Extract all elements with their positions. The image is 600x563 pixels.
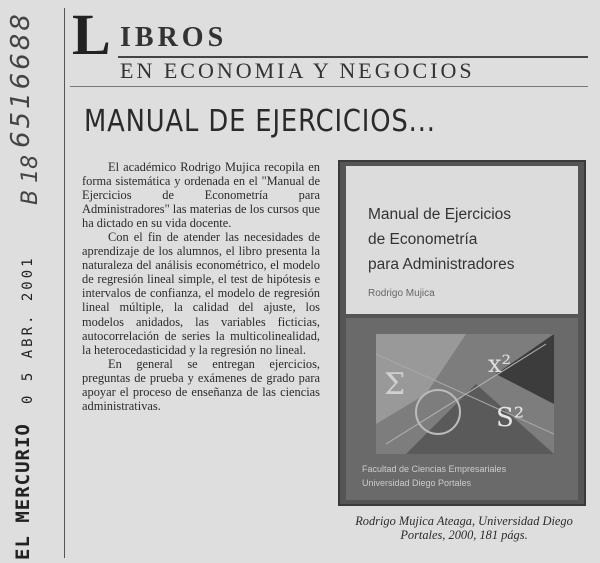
margin-strip <box>0 0 60 563</box>
book-cover-title-line: de Econometría <box>368 231 478 248</box>
book-cover-image <box>338 160 586 506</box>
article-body <box>82 160 320 413</box>
book-cover-author: Rodrigo Mujica <box>368 288 435 299</box>
book-cover-title-line: para Administradores <box>368 256 515 273</box>
book-cover-title-panel <box>346 166 578 314</box>
section-title: IBROS <box>120 22 228 53</box>
handwritten-number: 6516688 <box>6 11 36 148</box>
header-rule-bottom <box>70 86 588 87</box>
book-cover-publisher: Facultad de Ciencias Empresariales <box>362 464 507 474</box>
book-cover-publisher: Universidad Diego Portales <box>362 478 472 488</box>
clipping-date: 0 5 ABR. 2001 <box>20 255 36 404</box>
book-cover-title <box>368 202 578 277</box>
section-initial: L <box>72 2 111 67</box>
article-paragraph: Con el fin de atender las necesidades de aprendizaje de los alumnos, el libro presenta la naturaleza del análisis econométrico, el modelo de regresión lineal simple, el test de hipótesis e intervalos de confianza, el modelo de regresión lineal múltiple, la calidad del ajuste, los modelos anidados, las variables ficticias, autocorrelación de series la multicolinealidad, la heterocedasticidad y la regresión no lineal. <box>82 230 320 357</box>
article-paragraph: El académico Rodrigo Mujica recopila en forma sistemática y ordenada en el "Manual de Ejercicios de Econometría para Administradores" las materias de los cursos que ha dictado en su vida docente. <box>82 160 320 231</box>
margin-rule <box>64 8 65 558</box>
book-cover-title-line: Manual de Ejercicios <box>368 206 512 223</box>
cover-art-symbol: Σ <box>384 367 406 402</box>
newspaper-masthead: EL MERCURIO <box>12 423 34 560</box>
cover-art-symbol: S² <box>496 403 525 433</box>
book-cover-art-panel <box>346 318 578 500</box>
article-title: MANUAL DE EJERCICIOS... <box>84 104 436 139</box>
book-caption: Rodrigo Mujica Ateaga, Universidad Diego Portales, 2000, 181 págs. <box>355 514 573 542</box>
article-paragraph: En general se entregan ejercicios, preguntas de prueba y exámenes de grado para apoyar el proceso de enseñanza de las ciencias administrativas. <box>82 356 320 413</box>
book-cover-art <box>376 334 554 454</box>
cover-art-symbol: x² <box>488 350 512 378</box>
handwritten-page: B 18 <box>18 154 43 205</box>
section-subtitle: EN ECONOMIA Y NEGOCIOS <box>120 58 475 83</box>
